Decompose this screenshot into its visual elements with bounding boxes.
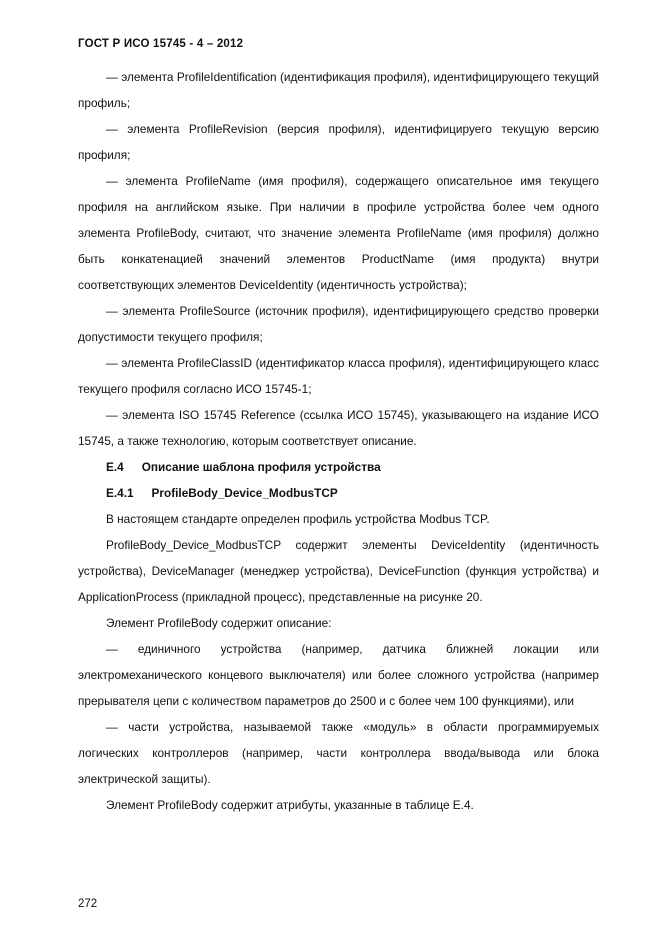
heading-e4: [78, 454, 599, 480]
heading-e41: [78, 480, 599, 506]
heading-e41-text: ProfileBody_Device_ModbusTCP: [151, 486, 338, 500]
paragraph-single-device: — единичного устройства (например, датчика ближней локации или электромеханического концевого выключателя) или более сложного устройства (например прерывателя цепи с количеством параметров до 2500 и с более чем 100 функциями), или: [78, 642, 599, 708]
paragraph-profile-source: — элемента ProfileSource (источник профиля), идентифицирующего средство проверки допустимости текущего профиля;: [78, 304, 599, 344]
paragraph-profilebody-elements: ProfileBody_Device_ModbusTCP содержит элементы DeviceIdentity (идентичность устройства), DeviceManager (менеджер устройства), DeviceFunction (функция устройства) и ApplicationProcess (прикладной процесс), представленные на рисунке 20.: [78, 538, 599, 604]
paragraph-device-part: — части устройства, называемой также «модуль» в области программируемых логических контроллеров (например, части контроллера ввода/вывода или блока электрической защиты).: [78, 720, 599, 786]
page-header: ГОСТ Р ИСО 15745 - 4 – 2012: [78, 38, 244, 50]
page-number: 272: [78, 898, 98, 910]
heading-e41-number: Е.4.1: [106, 486, 134, 500]
paragraph-iso-reference: — элемента ISO 15745 Reference (ссылка ИСО 15745), указывающего на издание ИСО 15745, а также технологию, которым соответствует описание.: [78, 408, 599, 448]
paragraph-profile-identification: — элемента ProfileIdentification (идентификация профиля), идентифицирующего текущий профиль;: [78, 70, 599, 110]
paragraph-profilebody-description: Элемент ProfileBody содержит описание:: [106, 616, 332, 630]
paragraph-modbus-standard: В настоящем стандарте определен профиль устройства Modbus TCP.: [106, 512, 490, 526]
paragraph-profilebody-attributes: Элемент ProfileBody содержит атрибуты, указанные в таблице Е.4.: [106, 798, 474, 812]
paragraph-profile-name: — элемента ProfileName (имя профиля), содержащего описательное имя текущего профиля на английском языке. При наличии в профиле устройства более чем одного элемента ProfileBody, считают, что значение элемента ProfileName (имя профиля) должно быть конкатенацией значений элементов ProductName (имя продукта) внутри соответствующих элементов DeviceIdentity (идентичность устройства);: [78, 174, 599, 292]
paragraph-profile-classid: — элемента ProfileClassID (идентификатор класса профиля), идентифицирующего класс текущего профиля согласно ИСО 15745-1;: [78, 356, 599, 396]
heading-e4-text: Описание шаблона профиля устройства: [141, 460, 381, 474]
heading-e4-number: Е.4: [106, 460, 124, 474]
paragraph-profile-revision: — элемента ProfileRevision (версия профиля), идентифицируего текущую версию профиля;: [78, 122, 599, 162]
